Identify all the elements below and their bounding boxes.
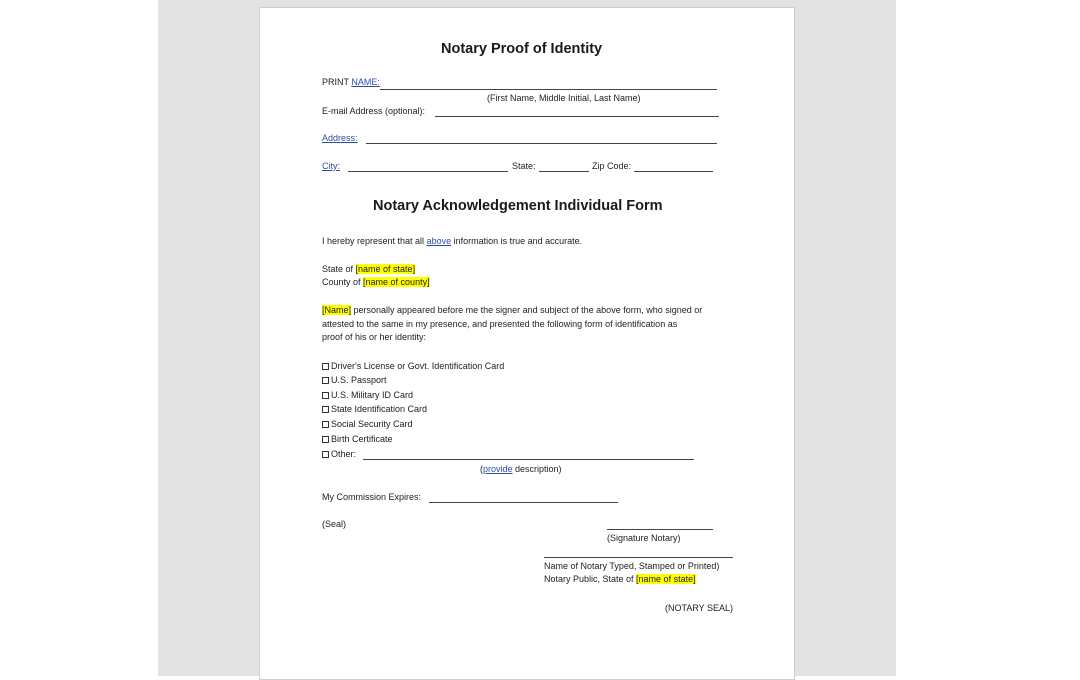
- checkbox[interactable]: [322, 363, 329, 370]
- checkbox[interactable]: [322, 421, 329, 428]
- state-line[interactable]: [539, 171, 589, 172]
- appearance-paragraph-line1: [Name] personally appeared before me the signer and subject of the above form, who signed or: [322, 305, 703, 315]
- option-social-security[interactable]: Social Security Card: [322, 419, 413, 429]
- option-birth-certificate[interactable]: Birth Certificate: [322, 434, 393, 444]
- commission-line[interactable]: [429, 502, 618, 503]
- commission-label: My Commission Expires:: [322, 492, 422, 502]
- county-of-line: County of [name of county]: [322, 277, 430, 287]
- county-placeholder: [name of county]: [363, 277, 430, 287]
- signature-line[interactable]: [607, 529, 713, 530]
- print-name-link: NAME:: [351, 77, 380, 87]
- option-drivers-license[interactable]: Driver's License or Govt. Identification Card: [322, 361, 504, 371]
- option-other[interactable]: Other:: [322, 449, 356, 459]
- email-label: E-mail Address (optional):: [322, 106, 426, 116]
- address-line[interactable]: [366, 143, 717, 144]
- form-title: Notary Proof of Identity: [441, 41, 603, 57]
- zip-label: Zip Code:: [592, 161, 632, 171]
- option-state-id[interactable]: State Identification Card: [322, 404, 427, 414]
- checkbox[interactable]: [322, 406, 329, 413]
- notary-state-placeholder: [name of state]: [636, 574, 696, 584]
- seal-label: (Seal): [322, 519, 347, 529]
- notary-name-label: Name of Notary Typed, Stamped or Printed): [544, 561, 720, 571]
- document-page: [259, 7, 795, 680]
- signature-label: (Signature Notary): [607, 533, 681, 543]
- checkbox[interactable]: [322, 436, 329, 443]
- notary-seal-label: (NOTARY SEAL): [665, 603, 734, 613]
- represent-statement: I hereby represent that all above information is true and accurate.: [322, 236, 583, 246]
- checkbox[interactable]: [322, 377, 329, 384]
- address-label: Address:: [322, 133, 358, 143]
- provide-description-hint: (provide description): [480, 464, 562, 474]
- city-label: City:: [322, 161, 340, 171]
- acknowledgement-title: Notary Acknowledgement Individual Form: [373, 198, 663, 214]
- zip-line[interactable]: [634, 171, 713, 172]
- other-description-line[interactable]: [363, 459, 694, 460]
- state-label: State:: [512, 161, 536, 171]
- notary-name-line[interactable]: [544, 557, 733, 558]
- print-name-label: PRINT NAME:: [322, 77, 380, 87]
- appearance-paragraph-line3: proof of his or her identity:: [322, 332, 427, 342]
- appearance-paragraph-line2: attested to the same in my presence, and presented the following form of identification as: [322, 319, 678, 329]
- print-name-line[interactable]: [380, 89, 717, 90]
- state-placeholder: [name of state]: [355, 264, 416, 274]
- name-hint: (First Name, Middle Initial, Last Name): [487, 93, 641, 103]
- email-line[interactable]: [435, 116, 719, 117]
- state-of-line: State of [name of state]: [322, 264, 416, 274]
- option-military-id[interactable]: U.S. Military ID Card: [322, 390, 413, 400]
- checkbox[interactable]: [322, 392, 329, 399]
- name-placeholder: [Name]: [322, 305, 352, 315]
- city-line[interactable]: [348, 171, 508, 172]
- option-passport[interactable]: U.S. Passport: [322, 375, 387, 385]
- checkbox[interactable]: [322, 451, 329, 458]
- notary-public-label: Notary Public, State of [name of state]: [544, 574, 696, 584]
